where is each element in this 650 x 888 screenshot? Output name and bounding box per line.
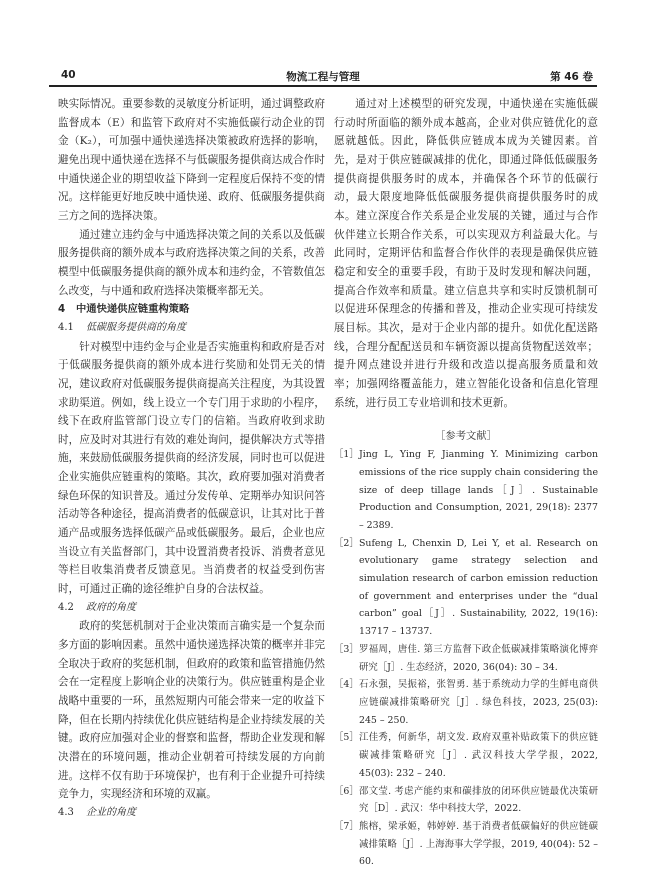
reference-item [334,446,598,535]
reference-item [334,783,598,818]
subsection-title: 企业的角度 [86,806,136,818]
paragraph: 针对模型中违约金与企业是否实施重构和政府是否对于低碳服务提供商的额外成本进行奖励和处罚无关的情况，建议政府对低碳服务提供商提高关注程度，为其设置求助渠道。例如，线上设立一个专门用于求助的小程序，线下在政府监管部门设立专门的信箱。当政府收到求助时，应及时对其进行有效的难处询问，提供解决方式等措施，来鼓励低碳服务提供商的经济发展，同时也可以促进企业实施供应链重构的策略。其次，政府要加强对消费者绿色环保的知识普及。通过分发传单、定期举办知识问答活动等各种途径，提高消费者的低碳意识，让其对比于普通产品或服务选择低碳产品或低碳服务。最后，企业也应当设立有关监督部门，其中设置消费者投诉、消费者意见等栏目收集消费者反馈意见。当消费者的权益受到伤害时，可通过正确的途径维护自身的合法权益。 [58,340,325,596]
reference-text: Jing L, Ying F, Jianming Y. Minimizing carbon emissions of the rice supply chain considering the size of deep tillage lands［J］. Sustainable Production and Consumption, 2021, 29(18): 2377 – 2389. [359,449,598,531]
subsection-number: 4.1 [58,321,74,333]
subsection-heading-4-3 [58,804,325,823]
reference-text: 江佳秀，何新华，胡文发. 政府双重补贴政策下的供应链碳减排策略研究［J］. 武汉科技大学学报，2022, 45(03): 232 – 240. [359,732,598,779]
reference-text: Sufeng L, Chenxin D, Lei Y, et al. Research on evolutionary game strategy selection and simulation research of carbon emission reduction of government and enterprises under the “dual carbon” goal［J］. Sustainability, 2022, 19(16): 13717 – 13737. [359,537,598,638]
header-rule [49,85,597,87]
reference-item [334,641,598,676]
reference-number: ［4］ [334,679,359,691]
reference-item [334,535,598,641]
reference-item [334,676,598,729]
running-header [49,64,597,84]
journal-title: 物流工程与管理 [286,71,360,83]
subsection-heading-4-2 [58,599,325,618]
paragraph: 映实际情况。重要参数的灵敏度分析证明，通过调整政府监督成本（E）和监管下政府对不实施低碳行动企业的罚金（K₂），可加强中通快递选择决策被政府选择的影响，避免出现中通快递在选择不与低碳服务提供商达成合作时中通快递企业的期望收益下降到一定程度后保持不变的情况。这样能更好地反映中通快递、政府、低碳服务提供商三方之间的选择决策。 [58,98,325,222]
paragraph: 通过建立违约金与中通选择决策之间的关系以及低碳服务提供商的额外成本与政府选择决策之间的关系，改善模型中低碳服务提供商的额外成本和违约金，不管数值怎么改变，与中通和政府选择决策概率都无关。 [58,228,325,297]
reference-number: ［3］ [334,643,359,655]
reference-item [334,729,598,782]
paragraph: 政府的奖惩机制对于企业决策而言确实是一个复杂而多方面的影响因素。虽然中通快递选择决策的概率并非完全取决于政府的奖惩机制，但政府的政策和监管措施仍然会在一定程度上影响企业的决策行为。供应链重构是企业战略中重要的一环，虽然短期内可能会带来一定的收益下降，但在长期内持续优化供应链结构是企业持续发展的关键。政府应加强对企业的督察和监督，帮助企业发现和解决潜在的环境问题，推动企业朝着可持续发展的方向前进。这样不仅有助于环境保护，也有利于企业提升可持续竞争力，实现经济和环境的双赢。 [58,620,325,801]
reference-number: ［2］ [334,537,359,549]
reference-list [334,446,598,871]
reference-item [334,818,598,871]
reference-number: ［5］ [334,732,359,744]
reference-number: ［7］ [334,820,359,832]
reference-text: 石永强，吴振裕，张智勇. 基于系统动力学的生鲜电商供应链碳减排策略研究［J］. 绿色科技，2023, 25(03): 245 – 250. [359,679,598,726]
subsection-title: 政府的角度 [86,601,136,613]
left-column [58,95,325,823]
section-title: 中通快递供应链重构策略 [76,303,190,316]
subsection-number: 4.2 [58,601,74,613]
references-heading: ［参考文献］ [435,430,497,443]
volume-label: 第 46 卷 [550,71,593,83]
right-column [334,95,598,871]
section-heading-4 [58,300,325,319]
subsection-number: 4.3 [58,806,74,818]
subsection-title: 低碳服务提供商的角度 [86,321,186,333]
reference-text: 罗福周，唐佳. 第三方监督下政企低碳减排策略演化博弈研究［J］. 生态经济，2020, 36(04): 30 – 34. [359,643,598,673]
reference-number: ［6］ [334,785,359,797]
subsection-heading-4-1 [58,319,325,338]
reference-text: 邵文莹. 考虑产能约束和碳排放的闭环供应链最优决策研究［D］. 武汉：华中科技大学，2022. [359,785,598,815]
reference-number: ［1］ [334,449,359,461]
page-number: 40 [61,69,76,81]
reference-text: 熊榕，梁承姬，韩婷婷. 基于消费者低碳偏好的供应链碳减排策略［J］. 上海海事大学学报，2019, 40(04): 52 – 60. [359,820,598,868]
section-number: 4 [58,303,66,316]
paragraph: 通过对上述模型的研究发现，中通快递在实施低碳行动时所面临的额外成本越高，企业对供应链优化的意愿就越低。因此，降低供应链成本成为关键因素。首先，是对于供应链碳减排的优化，即通过降低低碳服务提供商提供服务时的成本，并确保各个环节的低碳行动，最大限度地降低低碳服务提供商提供服务时的成本。建立深度合作关系是企业发展的关键，通过与合作伙伴建立长期合作关系，可以实现双方利益最大化。与此同时，定期评估和监督合作伙伴的表现是确保供应链稳定和安全的重要手段，有助于及时发现和解决问题，提高合作效率和质量。建立信息共享和实时反馈机制可以促进环保理念的传播和普及，推动企业实现可持续发展目标。其次，是对于企业内部的提升。如优化配送路线，合理分配配送员和车辆资源以提高货物配送效率；提升网点建设并进行升级和改造以提高服务质量和效率；加强网络覆盖能力，建立智能化设备和信息化管理系统，进行员工专业培训和技术更新。 [334,98,598,409]
